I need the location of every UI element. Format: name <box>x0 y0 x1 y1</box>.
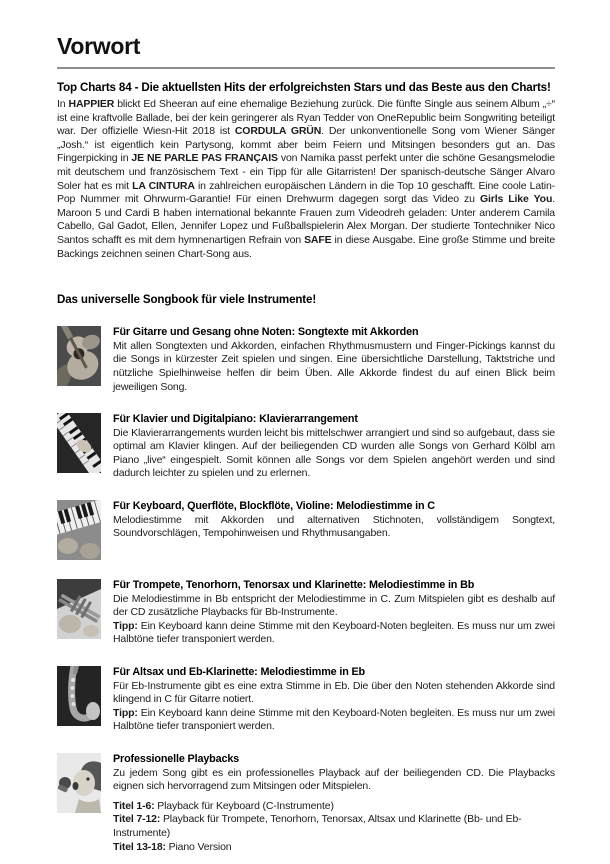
section-paragraph <box>113 620 555 647</box>
intro-paragraph <box>57 98 555 261</box>
track-description: Playback für Keyboard (C-Instrumente) <box>154 799 334 812</box>
track-description: Playback für Trompete, Tenorhorn, Tenorsax, Altsax und Klarinette (Bb- und Eb-Instrumente) <box>113 813 522 839</box>
bold-run: SAFE <box>304 233 332 246</box>
text-run: in diese Ausgabe. Eine große Stimme und breite Backings zeichnen seinen Chart-Song aus. <box>57 233 556 260</box>
instrument-section <box>57 500 555 560</box>
piano-photo <box>57 413 101 473</box>
section-text <box>113 579 555 647</box>
bold-run: JE NE PARLE PAS FRANÇAIS <box>131 152 278 165</box>
text-run: blickt Ed Sheeran auf eine ehemalige Beziehung zurück. Die fünfte Single aus seinem Album „÷“ ist eine kraftvolle Ballade, bei der kein geringerer als Ryan Tedder von OneRepublic beim Songwriting beteiligt war. Der offizielle Wiesn-Hit 2018 ist <box>57 98 555 138</box>
text-run: Die Melodiestimme in Bb entspricht der Melodiestimme in C. Zum Mitspielen gibt es deshalb auf der CD zusätzliche Playbacks für Bb-Instrumente. <box>113 592 555 619</box>
section-text <box>113 666 555 734</box>
section-heading: Für Klavier und Digitalpiano: Klavierarrangement <box>113 413 358 426</box>
section-paragraph <box>113 427 555 481</box>
section-text <box>113 413 555 481</box>
instrument-section <box>57 413 555 481</box>
section-text <box>113 326 555 394</box>
section-paragraph <box>113 767 555 794</box>
text-run: In <box>57 98 69 110</box>
section-heading: Professionelle Playbacks <box>113 753 240 765</box>
track-range-label: Titel 7-12: <box>113 813 161 826</box>
track-range-label: Titel 1-6: <box>113 799 155 812</box>
track-list <box>113 800 555 854</box>
bold-run: HAPPIER <box>68 98 115 110</box>
instrument-section <box>57 579 555 647</box>
text-run: . Maroon 5 und Cardi B haben international bekannte Frauen zum Videodreh geladen: Unter anderem Camila Cabello, Gal Gadot, Ellen, Jennifer Lopez und Fußballspielerin Alex Morgan. Der studierte Tontechniker Nico Santos schafft es mit dem hymnenartigen Refrain von <box>57 193 555 246</box>
songbook-heading: Das universelle Songbook für viele Instrumente! <box>57 293 317 307</box>
trumpet-photo <box>57 579 101 639</box>
text-run: . Der unkonventionelle Song vom Wiener Sänger „Josh.“ ist eigentlich kein Partysong, kommt aber beim Feiern und Mitsingen besonders gut an. Das Fingerpicking in <box>57 125 555 165</box>
text-run: Die Klavierarrangements wurden leicht bis mittelschwer arrangiert und sind so aufgebaut, dass sie optimal am Klavier klingen. Auf der beiliegenden CD wurden alle Songs von Gerhard Kölbl am Piano „live“ eingespielt. Somit können alle Songs vor dem Spielen angehört werden und sind dadurch leichter zu spielen und zu erlernen. <box>113 426 555 480</box>
text-run: Mit allen Songtexten und Akkorden, einfachen Rhythmusmustern und Finger-Pickings kannst du die Songs in kürzester Zeit spielen und singen. Eine übersichtliche Darstellung, Taktstriche und nützliche Spielhinweise helfen dir beim Üben. Alle Akkorde findest du auf einen Blick beim jeweiligen Song. <box>113 339 555 393</box>
instrument-section <box>57 666 555 734</box>
keyboard-photo <box>57 500 101 560</box>
text-run: in zahlreichen europäischen Ländern in die Top 10 geschafft. Eine coole Latin-Pop Nummer mit Ohrwurm-Garantie! Für einen Drehwurm dagegen sorgt das Video zu <box>57 179 555 206</box>
bold-run: Tipp: <box>113 619 138 632</box>
track-description: Piano Version <box>165 840 232 853</box>
section-text <box>113 753 555 854</box>
acoustic-guitar-photo <box>57 326 101 386</box>
track-list-item <box>113 841 555 855</box>
section-heading: Für Keyboard, Querflöte, Blockflöte, Violine: Melodiestimme in C <box>113 500 435 513</box>
bold-run: Girls Like You <box>479 193 553 206</box>
text-run: Zu jedem Song gibt es ein professionelles Playback auf der beiliegenden CD. Die Playbacks eignen sich hervorragend zum Mitsingen oder Mitspielen. <box>113 766 555 793</box>
instrument-section <box>57 326 555 394</box>
singer-microphone-photo <box>57 753 101 813</box>
saxophone-photo <box>57 666 101 726</box>
section-heading: Für Altsax und Eb-Klarinette: Melodiestimme in Eb <box>113 666 366 679</box>
section-text <box>113 500 555 560</box>
track-range-label: Titel 13-18: <box>113 840 166 853</box>
text-run: von Namika passt perfekt unter die schöne Gesangsmelodie mit deutschem und französischem Text - ein Tipp für alle Gitarristen! Der spanisch-deutsche Sänger Alvaro Soler hat es mit <box>57 152 555 192</box>
text-run: Ein Keyboard kann deine Stimme mit den Keyboard-Noten begleiten. Es muss nur um zwei Halbtöne tiefer transponiert werden. <box>113 619 555 646</box>
section-heading: Für Trompete, Tenorhorn, Tenorsax und Klarinette: Melodiestimme in Bb <box>113 579 475 592</box>
instrument-section <box>57 753 555 854</box>
section-paragraph <box>113 707 555 734</box>
track-list-item <box>113 813 555 840</box>
bold-run: LA CINTURA <box>132 179 195 192</box>
text-run: Ein Keyboard kann deine Stimme mit den Keyboard-Noten begleiten. Es muss nur um zwei Halbtöne tiefer transponiert werden. <box>113 706 555 733</box>
text-run: Melodiestimme mit Akkorden und alternativen Stichnoten, vollständigem Songtext, Soundvorschlägen, Tempohinweisen und Rhythmusangaben. <box>113 513 555 540</box>
page-title: Vorwort <box>57 33 141 59</box>
section-heading: Für Gitarre und Gesang ohne Noten: Songtexte mit Akkorden <box>113 326 419 339</box>
track-list-item <box>113 800 555 814</box>
section-paragraph <box>113 680 555 707</box>
text-run: Für Eb-Instrumente gibt es eine extra Stimme in Eb. Die über den Noten stehenden Akkorde sind klingend in C für Gitarre notiert. <box>113 679 555 706</box>
bold-run: Tipp: <box>113 706 138 719</box>
title-divider <box>57 67 555 69</box>
intro-heading: Top Charts 84 - Die aktuellsten Hits der erfolgreichsten Stars und das Beste aus den Charts! <box>57 81 551 94</box>
bold-run: CORDULA GRÜN <box>234 125 322 138</box>
section-paragraph <box>113 514 555 541</box>
section-paragraph <box>113 593 555 620</box>
section-paragraph <box>113 340 555 394</box>
instrument-sections <box>57 326 555 854</box>
